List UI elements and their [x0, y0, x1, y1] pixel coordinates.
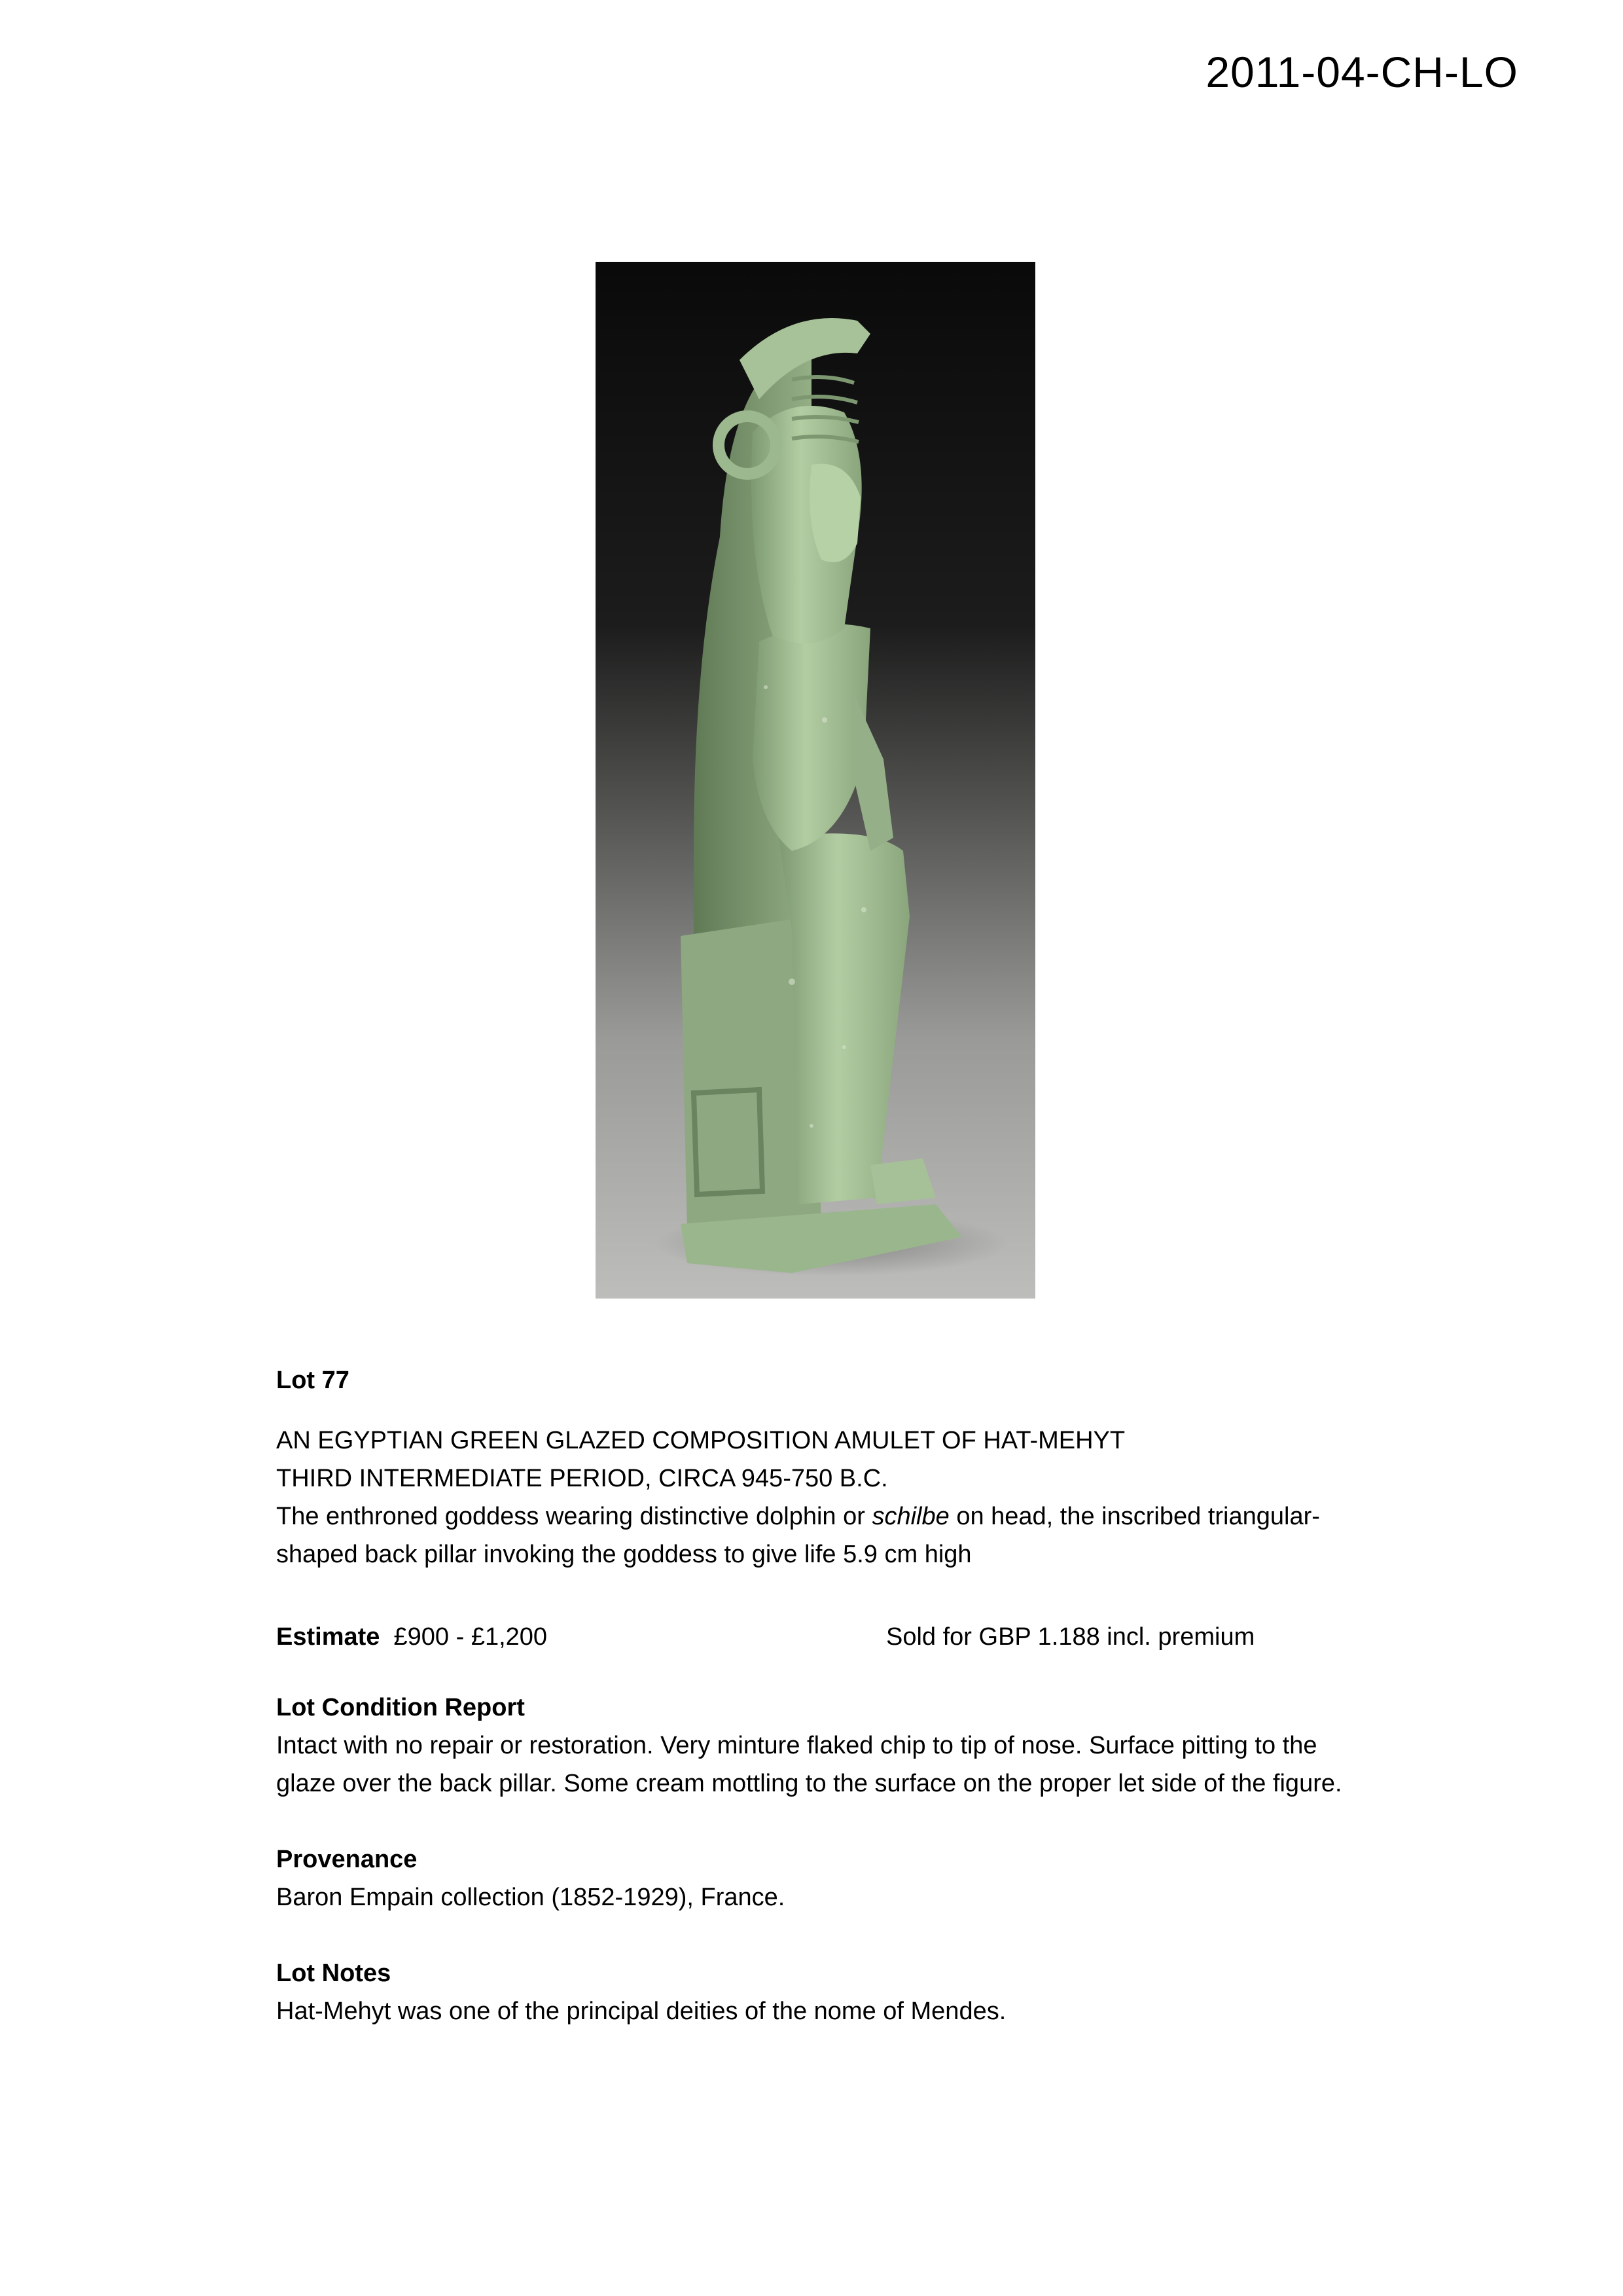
condition-report	[276, 1689, 1389, 1803]
estimate-row	[276, 1618, 1389, 1656]
lot-description	[276, 1422, 1389, 1573]
lot-notes	[276, 1954, 1389, 2030]
condition-report-line-1: Intact with no repair or restoration. Very minture flaked chip to tip of nose. Surface pitting to the	[276, 1732, 1317, 1759]
lot-title: AN EGYPTIAN GREEN GLAZED COMPOSITION AMULET OF HAT-MEHYT	[276, 1427, 1126, 1454]
condition-report-heading: Lot Condition Report	[276, 1694, 525, 1721]
estimate-value: £900 - £1,200	[393, 1623, 548, 1651]
amulet-photo	[596, 262, 1035, 1299]
provenance-text: Baron Empain collection (1852-1929), France.	[276, 1884, 785, 1911]
reference-code: 2011-04-CH-LO	[1205, 48, 1518, 96]
body-italic-term: schilbe	[872, 1503, 950, 1530]
lot-number: Lot 77	[276, 1367, 349, 1394]
lot-notes-text: Hat-Mehyt was one of the principal deities of the nome of Mendes.	[276, 1998, 1007, 2025]
body-text: on head, the inscribed triangular-	[949, 1503, 1320, 1530]
estimate-label: Estimate	[276, 1623, 380, 1651]
lot-details	[276, 1361, 1389, 2030]
provenance-heading: Provenance	[276, 1846, 418, 1873]
lot-notes-heading: Lot Notes	[276, 1960, 391, 1987]
lot-period: THIRD INTERMEDIATE PERIOD, CIRCA 945-750 B.C.	[276, 1465, 888, 1492]
lot-body-line-2: shaped back pillar invoking the goddess to give life 5.9 cm high	[276, 1541, 972, 1568]
condition-report-line-2: glaze over the back pillar. Some cream mottling to the surface on the proper let side of the figure.	[276, 1770, 1342, 1797]
egyptian-amulet-figure-icon	[596, 262, 1035, 1299]
sold-price: Sold for GBP 1.188 incl. premium	[886, 1623, 1255, 1651]
lot-body-line-1	[276, 1498, 1389, 1535]
provenance	[276, 1840, 1389, 1916]
body-text: The enthroned goddess wearing distinctive dolphin or	[276, 1503, 872, 1530]
